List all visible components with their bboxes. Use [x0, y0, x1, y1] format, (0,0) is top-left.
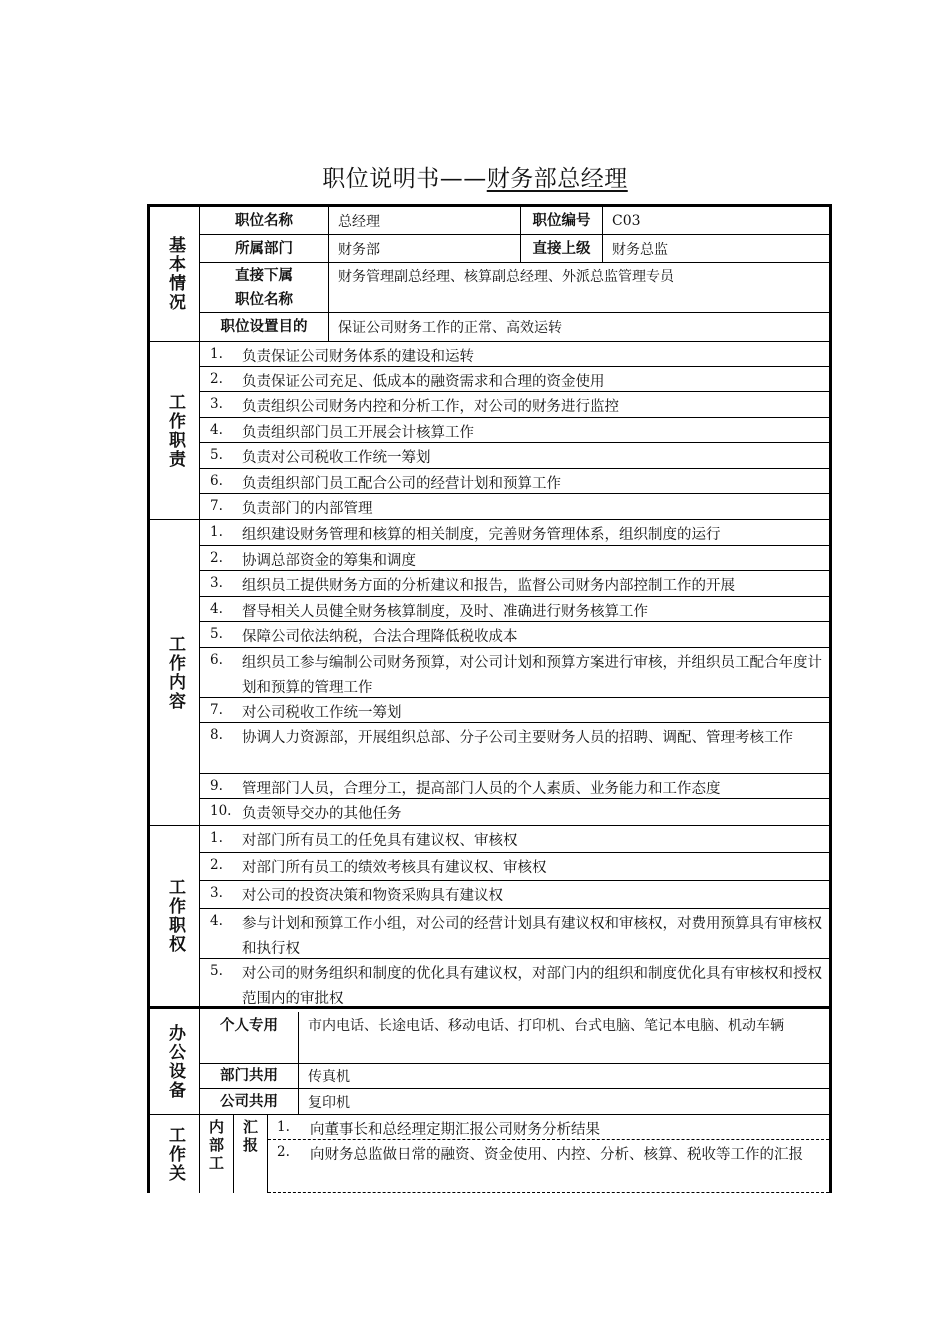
- list-item: 3. 负责组织公司财务内控和分析工作，对公司的财务进行监控: [200, 392, 829, 418]
- list-item: 4. 参与计划和预算工作小组，对公司的经营计划具有建议权和审核权，对费用预算具有审核权和执行权: [200, 909, 829, 959]
- section-label-relations: 工作关: [150, 1115, 200, 1193]
- value-position-name: 总经理: [328, 207, 520, 234]
- section-authority: [150, 825, 829, 1009]
- label-dept: 部门共用: [220, 1068, 278, 1084]
- list-item: 9. 管理部门人员，合理分工，提高部门人员的个人素质、业务能力和工作态度: [200, 774, 829, 799]
- list-item: 1. 负责保证公司财务体系的建设和运转: [200, 342, 829, 367]
- row-department: [200, 235, 829, 263]
- row-position-name: [200, 207, 829, 235]
- job-description-table: [147, 204, 832, 1193]
- label-company: 公司共用: [220, 1093, 278, 1110]
- label-report: 汇报: [234, 1115, 268, 1193]
- label-subordinates: 直接下属职位名称: [235, 267, 293, 308]
- list-item: 7. 负责部门的内部管理: [210, 498, 373, 517]
- label-department: 所属部门: [235, 240, 293, 257]
- title-position: 财务部总经理: [486, 166, 628, 192]
- list-item: 5. 保障公司依法纳税，合法合理降低税收成本: [200, 622, 829, 648]
- value-subordinates: 财务管理副总经理、核算副总经理、外派总监管理专员: [328, 263, 829, 312]
- label-personal: 个人专用: [220, 1018, 278, 1034]
- value-superior: 财务总监: [602, 235, 829, 262]
- list-item: 3. 对公司的投资决策和物资采购具有建议权: [200, 881, 829, 909]
- value-position-code: C03: [602, 207, 829, 234]
- list-item: 6. 负责组织部门员工配合公司的经营计划和预算工作: [200, 469, 829, 494]
- section-label-content: 工作内容: [150, 520, 200, 825]
- row-subordinates: [200, 263, 829, 313]
- section-label-duties: 工作职责: [150, 342, 200, 519]
- list-item: 7. 对公司税收工作统一筹划: [200, 698, 829, 723]
- row-company-equipment: [200, 1089, 829, 1114]
- section-basic: [150, 207, 829, 341]
- list-item: 1. 组织建设财务管理和核算的相关制度，完善财务管理体系，组织制度的运行: [200, 520, 829, 546]
- value-purpose: 保证公司财务工作的正常、高效运转: [328, 313, 829, 341]
- list-item: 6. 组织员工参与编制公司财务预算，对公司计划和预算方案进行审核，并组织员工配合年度计划和预算的管理工作: [200, 648, 829, 698]
- list-item: 1. 对部门所有员工的任免具有建议权、审核权: [200, 826, 829, 853]
- row-personal-equipment: [200, 1012, 829, 1064]
- value-personal: 市内电话、长途电话、移动电话、打印机、台式电脑、笔记本电脑、机动车辆: [298, 1012, 829, 1063]
- list-item: 5. 对公司的财务组织和制度的优化具有建议权，对部门内的组织和制度优化具有审核权和授权范围内的审批权: [210, 963, 822, 1007]
- value-company: 复印机: [298, 1089, 829, 1114]
- title-main: 职位说明书——: [322, 166, 487, 192]
- section-equipment: [150, 1009, 829, 1114]
- section-label-equipment: 办公设备: [150, 1009, 200, 1114]
- row-purpose: [200, 313, 829, 341]
- page-title: [0, 160, 950, 193]
- list-item: 2. 向财务总监做日常的融资、资金使用、内控、分析、核算、税收等工作的汇报: [268, 1140, 829, 1193]
- list-item: 2. 协调总部资金的筹集和调度: [200, 546, 829, 571]
- label-internal: 内部工: [200, 1115, 234, 1193]
- section-relations: [150, 1114, 829, 1193]
- section-duties: [150, 341, 829, 519]
- row-dept-equipment: [200, 1064, 829, 1089]
- section-content: [150, 519, 829, 825]
- value-dept: 传真机: [298, 1064, 829, 1088]
- list-item: 1. 向董事长和总经理定期汇报公司财务分析结果: [268, 1115, 829, 1140]
- list-item: 2. 对部门所有员工的绩效考核具有建议权、审核权: [200, 853, 829, 881]
- label-position-name: 职位名称: [235, 212, 293, 229]
- section-label-authority: 工作职权: [150, 826, 200, 1006]
- value-department: 财务部: [328, 235, 520, 262]
- list-item: 2. 负责保证公司充足、低成本的融资需求和合理的资金使用: [200, 367, 829, 392]
- label-purpose: 职位设置目的: [220, 319, 308, 335]
- list-item: 4. 督导相关人员健全财务核算制度，及时、准确进行财务核算工作: [200, 597, 829, 622]
- section-label-basic: 基本情况: [150, 207, 200, 341]
- list-item: 4. 负责组织部门员工开展会计核算工作: [200, 418, 829, 443]
- list-item: 10. 负责领导交办的其他任务: [210, 803, 402, 822]
- label-superior: 直接上级: [520, 235, 602, 262]
- list-item: 8. 协调人力资源部，开展组织总部、分子公司主要财务人员的招聘、调配、管理考核工作: [200, 723, 829, 774]
- label-position-code: 职位编号: [520, 207, 602, 234]
- list-item: 3. 组织员工提供财务方面的分析建议和报告，监督公司财务内部控制工作的开展: [200, 571, 829, 597]
- list-item: 5. 负责对公司税收工作统一筹划: [200, 443, 829, 469]
